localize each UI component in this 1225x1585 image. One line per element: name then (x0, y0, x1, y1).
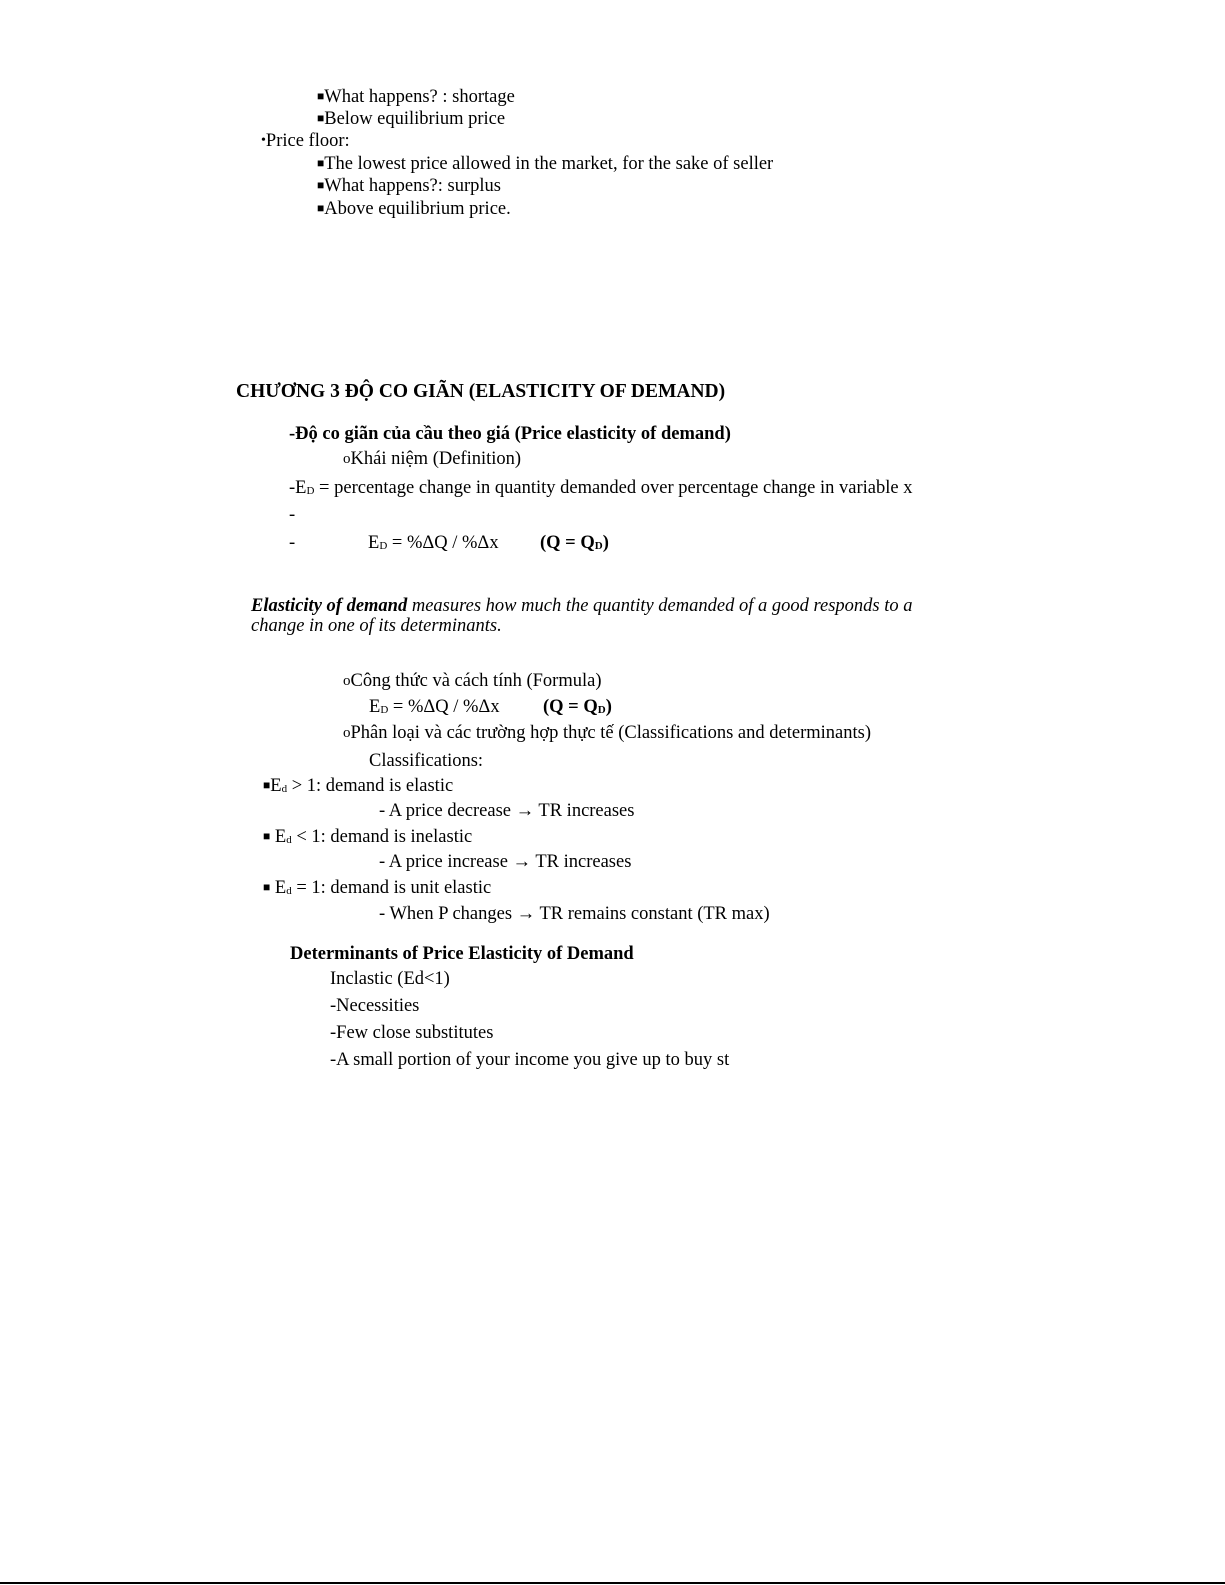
empty-dash: - (289, 505, 296, 525)
square-bullet-icon: ■ (263, 880, 271, 894)
square-bullet-icon: ■ (263, 778, 271, 792)
determinant-item: -Few close substitutes (330, 1023, 494, 1043)
chapter-heading: CHƯƠNG 3 ĐỘ CO GIÃN (ELASTICITY OF DEMAND) (236, 381, 726, 402)
determinant-item: -Necessities (330, 996, 420, 1016)
ceiling-position: ■Below equilibrium price (317, 109, 506, 129)
square-bullet-icon: ■ (317, 156, 325, 170)
square-bullet-icon: ■ (263, 829, 271, 843)
ceiling-what-happens: ■What happens? : shortage (317, 87, 515, 107)
case-unit-elastic-effect: - When P changes → TR remains constant (TR max) (379, 904, 770, 924)
square-bullet-icon: ■ (317, 178, 325, 192)
formula-dash: - (289, 533, 296, 553)
inelastic-label: Inclastic (Ed<1) (330, 969, 450, 989)
formula-condition: $(Q = Q_D)$ (540, 533, 609, 553)
formula-lhs: $E_D = \%\Delta Q / \%\Delta x$ (368, 533, 499, 553)
page-bottom-border (0, 1582, 1225, 1584)
definition-label: oKhái niệm (Definition) (343, 449, 522, 469)
square-bullet-icon: ■ (317, 89, 325, 103)
quote-line-1: Elasticity of demand measures how much the quantity demanded of a good responds to a (251, 596, 913, 616)
classifications-title: Classifications: (369, 751, 484, 771)
quote-term: Elasticity of demand (251, 596, 408, 616)
classification-label: oPhân loại và các trường hợp thực tế (Classifications and determinants) (343, 723, 871, 743)
quote-line-2: change in one of its determinants. (251, 616, 502, 636)
circle-bullet-icon: o (343, 673, 351, 689)
determinant-item: -A small portion of your income you give up to buy st (330, 1050, 730, 1070)
case-inelastic: ■ $E_d < 1$: demand is inelastic (263, 827, 473, 847)
price-floor-item: ■Above equilibrium price. (317, 199, 511, 219)
formula-label: oCông thức và cách tính (Formula) (343, 671, 602, 691)
formula-repeat-condition: $(Q = Q_D)$ (543, 697, 612, 717)
square-bullet-icon: ■ (317, 111, 325, 125)
section-title: -Độ co giãn của cầu theo giá (Price elasticity of demand) (289, 424, 731, 444)
formula-repeat-lhs: $E_D = \%\Delta Q / \%\Delta x$ (369, 697, 500, 717)
circle-bullet-icon: o (343, 725, 351, 741)
case-elastic-effect: - A price decrease → TR increases (379, 801, 635, 821)
circle-bullet-icon: o (343, 451, 351, 467)
determinants-title: Determinants of Price Elasticity of Demand (290, 944, 634, 964)
price-floor-item: ■The lowest price allowed in the market, for the sake of seller (317, 154, 774, 174)
definition-text: $-E_D$ = percentage change in quantity demanded over percentage change in variable x (289, 478, 913, 498)
case-elastic: $■E_d > 1$: demand is elastic (263, 776, 454, 796)
square-bullet-icon: ■ (317, 201, 325, 215)
round-bullet-icon: • (261, 133, 266, 148)
price-floor-label: •Price floor: (261, 131, 350, 151)
case-unit-elastic: ■ $E_d = 1$: demand is unit elastic (263, 878, 492, 898)
price-floor-item: ■What happens?: surplus (317, 176, 501, 196)
case-inelastic-effect: - A price increase → TR increases (379, 852, 632, 872)
